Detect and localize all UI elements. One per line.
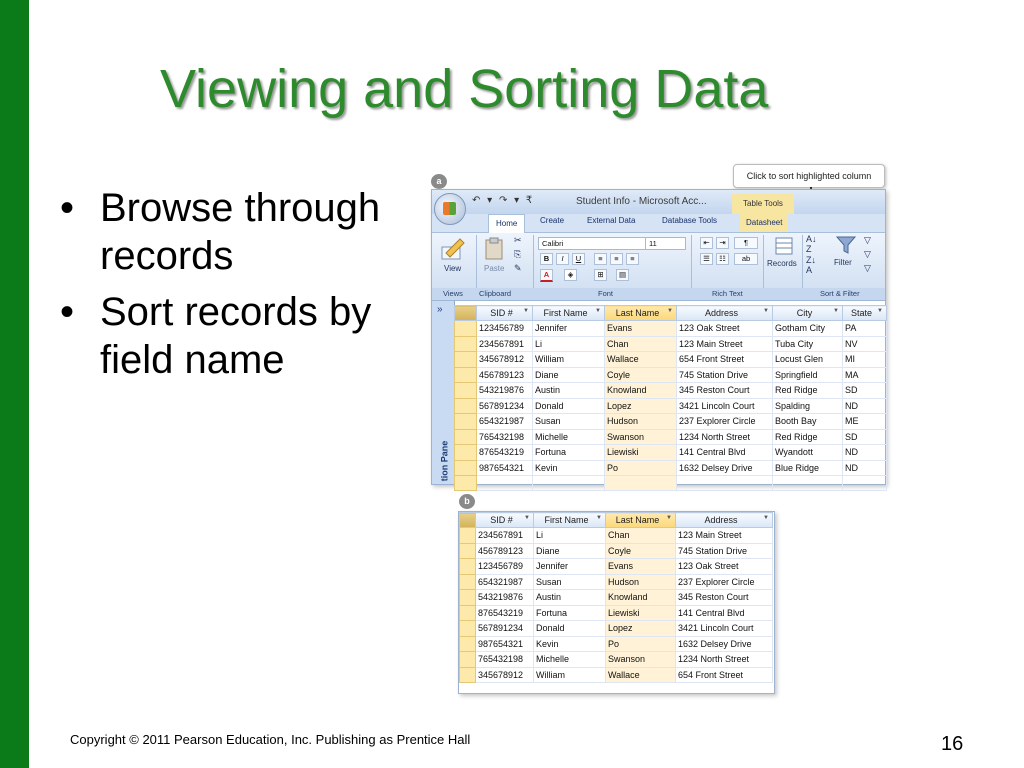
table-cell[interactable]: 345678912	[477, 352, 533, 368]
table-cell[interactable]: 745 Station Drive	[677, 367, 773, 383]
selection-filter-icon[interactable]: ▽	[864, 235, 871, 245]
table-cell[interactable]: 987654321	[477, 460, 533, 476]
tab-external-data[interactable]: External Data	[587, 216, 636, 225]
table-row[interactable]	[460, 636, 773, 652]
table-cell[interactable]: 1234 North Street	[676, 652, 773, 668]
table-row[interactable]	[455, 383, 887, 399]
table-cell[interactable]: Fortuna	[533, 445, 605, 461]
row-selector[interactable]	[455, 367, 477, 383]
ribbon-group-labels	[432, 288, 885, 301]
table-cell[interactable]: Jennifer	[533, 321, 605, 337]
table-row[interactable]	[460, 528, 773, 544]
table-cell[interactable]: 765432198	[476, 652, 534, 668]
table-cell[interactable]: 654321987	[476, 574, 534, 590]
title-bar	[432, 190, 885, 214]
office-logo-icon	[443, 202, 456, 215]
row-selector[interactable]	[460, 574, 476, 590]
copy-icon[interactable]: ⎘	[514, 249, 522, 259]
bullet-text: Sort records by field name	[100, 290, 372, 382]
table-cell[interactable]: Knowland	[606, 590, 676, 606]
table-cell[interactable]: 987654321	[476, 636, 534, 652]
row-selector[interactable]	[455, 429, 477, 445]
table-cell[interactable]: Li	[534, 528, 606, 544]
tab-home[interactable]: Home	[488, 214, 525, 233]
table-cell[interactable]: SD	[843, 383, 887, 399]
column-dropdown-icon[interactable]: ▼	[763, 308, 769, 314]
table-cell[interactable]: 123456789	[477, 321, 533, 337]
column-dropdown-icon[interactable]: ▼	[595, 308, 601, 314]
table-row[interactable]	[460, 605, 773, 621]
sort-callout: Click to sort highlighted column	[733, 164, 885, 188]
row-selector[interactable]	[460, 652, 476, 668]
table-cell[interactable]: Austin	[533, 383, 605, 399]
table-cell[interactable]: ME	[843, 414, 887, 430]
empty-cell[interactable]	[477, 476, 533, 491]
table-cell[interactable]: Michelle	[533, 429, 605, 445]
table-cell[interactable]: Evans	[606, 559, 676, 575]
green-side-bar	[0, 0, 29, 768]
row-selector[interactable]	[455, 476, 477, 491]
table-cell[interactable]: William	[534, 667, 606, 683]
row-selector[interactable]	[460, 605, 476, 621]
table-cell[interactable]: Springfield	[773, 367, 843, 383]
row-selector[interactable]	[455, 352, 477, 368]
row-selector[interactable]	[460, 559, 476, 575]
ribbon	[432, 233, 885, 288]
office-button[interactable]	[434, 193, 466, 225]
table-cell[interactable]: Liewiski	[606, 605, 676, 621]
table-cell[interactable]: ND	[843, 398, 887, 414]
table-cell[interactable]: Swanson	[606, 652, 676, 668]
table-cell[interactable]: Tuba City	[773, 336, 843, 352]
font-color-button[interactable]: A	[540, 269, 553, 282]
row-selector[interactable]	[455, 336, 477, 352]
datasheet-table-a	[454, 305, 887, 491]
table-cell[interactable]: 654 Front Street	[677, 352, 773, 368]
header-row	[455, 306, 887, 321]
column-header[interactable]	[677, 306, 773, 321]
table-cell[interactable]: 654321987	[477, 414, 533, 430]
tab-database-tools[interactable]: Database Tools	[662, 216, 717, 225]
column-header-label: First Name	[543, 308, 588, 318]
table-cell[interactable]: Diane	[533, 367, 605, 383]
empty-cell[interactable]	[773, 476, 843, 491]
table-cell[interactable]: Liewiski	[605, 445, 677, 461]
view-icon[interactable]	[440, 237, 468, 261]
table-row[interactable]	[455, 367, 887, 383]
page-number: 16	[941, 733, 964, 755]
column-header-label: Address	[705, 308, 739, 318]
table-cell[interactable]: ND	[843, 445, 887, 461]
sort-descending-icon[interactable]: Z↓ A	[806, 255, 816, 275]
paste-label[interactable]: Paste	[484, 264, 505, 273]
table-cell[interactable]: 876543219	[476, 605, 534, 621]
column-dropdown-icon[interactable]: ▼	[523, 308, 529, 314]
bullet-dot: •	[60, 290, 75, 334]
column-header-label: SID #	[490, 515, 513, 525]
format-painter-icon[interactable]: ✎	[514, 263, 522, 273]
filter-icon[interactable]	[836, 236, 856, 254]
table-row[interactable]	[455, 429, 887, 445]
table-cell[interactable]: 237 Explorer Circle	[677, 414, 773, 430]
table-cell[interactable]: Coyle	[606, 543, 676, 559]
column-dropdown-icon[interactable]: ▼	[763, 515, 769, 521]
column-dropdown-icon[interactable]: ▼	[833, 308, 839, 314]
expand-nav-icon[interactable]: »	[437, 304, 443, 315]
indent-increase-icon[interactable]: ⇥	[716, 237, 729, 249]
table-row[interactable]	[460, 559, 773, 575]
align-left-icon[interactable]: ≡	[594, 253, 607, 265]
table-cell[interactable]: Chan	[605, 336, 677, 352]
table-cell[interactable]: William	[533, 352, 605, 368]
table-cell[interactable]: Jennifer	[534, 559, 606, 575]
column-header-label: Last Name	[615, 515, 660, 525]
text-direction-icon[interactable]: ¶	[734, 237, 758, 249]
datasheet-table-b	[459, 512, 773, 683]
table-cell[interactable]: Michelle	[534, 652, 606, 668]
tab-datasheet[interactable]: Datasheet	[740, 214, 788, 232]
table-cell[interactable]: Po	[605, 460, 677, 476]
table-cell[interactable]: Susan	[534, 574, 606, 590]
gridlines-icon[interactable]: ⊞	[594, 269, 607, 281]
header-row	[460, 513, 773, 528]
sort-ascending-icon[interactable]: A↓ Z	[806, 234, 817, 254]
empty-cell[interactable]	[533, 476, 605, 491]
column-header[interactable]	[477, 306, 533, 321]
column-header[interactable]	[606, 513, 676, 528]
fill-color-icon[interactable]: ◈	[564, 269, 577, 281]
column-header-label: SID #	[490, 308, 513, 318]
bullet-text: Browse through records	[100, 186, 381, 278]
row-selector[interactable]	[460, 590, 476, 606]
table-cell[interactable]: 876543219	[477, 445, 533, 461]
table-cell[interactable]: Austin	[534, 590, 606, 606]
empty-cell[interactable]	[843, 476, 887, 491]
table-cell[interactable]: SD	[843, 429, 887, 445]
table-cell[interactable]: 543219876	[477, 383, 533, 399]
table-row[interactable]	[455, 460, 887, 476]
row-selector[interactable]	[455, 321, 477, 337]
alternate-fill-icon[interactable]: ▤	[616, 269, 629, 281]
table-cell[interactable]: Po	[606, 636, 676, 652]
table-row[interactable]	[460, 667, 773, 683]
table-cell[interactable]: Spalding	[773, 398, 843, 414]
column-header[interactable]	[533, 306, 605, 321]
table-tools-label: Table Tools	[732, 194, 794, 214]
group-label-views: Views	[443, 289, 463, 298]
table-cell[interactable]: 345678912	[476, 667, 534, 683]
row-selector[interactable]	[455, 460, 477, 476]
bullet-dot: •	[60, 186, 75, 230]
indent-decrease-icon[interactable]: ⇤	[700, 237, 713, 249]
group-label-clipboard: Clipboard	[479, 289, 512, 298]
table-cell[interactable]: Red Ridge	[773, 383, 843, 399]
row-selector[interactable]	[460, 528, 476, 544]
table-row[interactable]	[460, 621, 773, 637]
table-row[interactable]	[460, 652, 773, 668]
table-row[interactable]	[455, 352, 887, 368]
window-title: Student Info - Microsoft Acc...	[576, 196, 707, 207]
table-cell[interactable]: Susan	[533, 414, 605, 430]
numbering-icon[interactable]: ☷	[716, 253, 729, 265]
row-selector[interactable]	[460, 667, 476, 683]
group-label-rich-text: Rich Text	[712, 289, 743, 298]
table-cell[interactable]: 345 Reston Court	[677, 383, 773, 399]
table-cell[interactable]: 237 Explorer Circle	[676, 574, 773, 590]
table-row[interactable]	[455, 398, 887, 414]
column-dropdown-icon[interactable]: ▼	[877, 308, 883, 314]
figure-label-b: b	[459, 494, 475, 509]
table-cell[interactable]: 3421 Lincoln Court	[677, 398, 773, 414]
table-cell[interactable]: PA	[843, 321, 887, 337]
column-header-label: Address	[704, 515, 738, 525]
table-cell[interactable]: Chan	[606, 528, 676, 544]
empty-cell[interactable]	[677, 476, 773, 491]
table-cell[interactable]: NV	[843, 336, 887, 352]
table-cell[interactable]: 123 Oak Street	[677, 321, 773, 337]
table-cell[interactable]: Hudson	[606, 574, 676, 590]
bold-button[interactable]: B	[540, 253, 553, 265]
bullet-item	[60, 288, 390, 384]
table-cell[interactable]: 141 Central Blvd	[677, 445, 773, 461]
advanced-filter-icon[interactable]: ▽	[864, 249, 871, 259]
align-center-icon[interactable]: ≡	[610, 253, 623, 265]
column-dropdown-icon[interactable]: ▼	[596, 515, 602, 521]
table-cell[interactable]: 1632 Delsey Drive	[676, 636, 773, 652]
table-cell[interactable]: MA	[843, 367, 887, 383]
column-dropdown-icon[interactable]: ▼	[666, 515, 672, 521]
column-header-label: First Name	[544, 515, 589, 525]
table-cell[interactable]: Red Ridge	[773, 429, 843, 445]
bullets-icon[interactable]: ☰	[700, 253, 713, 265]
table-row[interactable]	[455, 336, 887, 352]
bullet-list	[60, 184, 390, 392]
copyright-footer: Copyright © 2011 Pearson Education, Inc. Publishing as Prentice Hall	[70, 732, 471, 747]
column-header[interactable]	[476, 513, 534, 528]
table-row[interactable]	[460, 590, 773, 606]
table-cell[interactable]: 3421 Lincoln Court	[676, 621, 773, 637]
column-header-label: State	[851, 308, 873, 318]
table-cell[interactable]: 543219876	[476, 590, 534, 606]
paste-icon[interactable]	[484, 237, 506, 261]
records-label[interactable]: Records	[767, 259, 797, 268]
underline-button[interactable]: U	[572, 253, 585, 265]
view-label[interactable]: View	[444, 264, 462, 273]
column-header[interactable]	[605, 306, 677, 321]
column-header[interactable]	[843, 306, 887, 321]
new-record-row[interactable]	[455, 476, 887, 491]
table-cell[interactable]: 123456789	[476, 559, 534, 575]
table-cell[interactable]: Wyandott	[773, 445, 843, 461]
table-cell[interactable]: 745 Station Drive	[676, 543, 773, 559]
group-label-sort-filter: Sort & Filter	[820, 289, 860, 298]
table-cell[interactable]: Lopez	[606, 621, 676, 637]
table-cell[interactable]: 567891234	[477, 398, 533, 414]
table-cell[interactable]: 567891234	[476, 621, 534, 637]
row-selector[interactable]	[455, 383, 477, 399]
table-cell[interactable]: Swanson	[605, 429, 677, 445]
figure-label-a: a	[431, 174, 447, 189]
records-icon[interactable]	[773, 236, 795, 256]
table-cell[interactable]: 234567891	[476, 528, 534, 544]
select-all-corner[interactable]	[460, 513, 476, 528]
table-cell[interactable]: 123 Main Street	[676, 528, 773, 544]
table-cell[interactable]: 123 Oak Street	[676, 559, 773, 575]
table-row[interactable]	[455, 445, 887, 461]
column-header[interactable]	[676, 513, 773, 528]
column-header-label: City	[796, 308, 813, 318]
table-cell[interactable]: 1632 Delsey Drive	[677, 460, 773, 476]
table-cell[interactable]: 345 Reston Court	[676, 590, 773, 606]
cut-icon[interactable]: ✂	[514, 235, 522, 245]
table-cell[interactable]: Evans	[605, 321, 677, 337]
table-cell[interactable]: Kevin	[534, 636, 606, 652]
table-row[interactable]	[455, 321, 887, 337]
table-cell[interactable]: Donald	[533, 398, 605, 414]
table-cell[interactable]: MI	[843, 352, 887, 368]
font-size-combo[interactable]: 11	[645, 237, 686, 250]
table-cell[interactable]: Wallace	[606, 667, 676, 683]
slide-title: Viewing and Sorting Data	[160, 59, 769, 119]
table-cell[interactable]: Fortuna	[534, 605, 606, 621]
table-cell[interactable]: 234567891	[477, 336, 533, 352]
bullet-item	[60, 184, 390, 280]
table-cell[interactable]: 1234 North Street	[677, 429, 773, 445]
row-selector[interactable]	[460, 636, 476, 652]
row-selector[interactable]	[455, 398, 477, 414]
align-right-icon[interactable]: ≡	[626, 253, 639, 265]
table-cell[interactable]: Booth Bay	[773, 414, 843, 430]
row-selector[interactable]	[460, 543, 476, 559]
table-cell[interactable]: 141 Central Blvd	[676, 605, 773, 621]
column-dropdown-icon[interactable]: ▼	[667, 308, 673, 314]
table-cell[interactable]: Lopez	[605, 398, 677, 414]
column-header[interactable]	[773, 306, 843, 321]
empty-cell[interactable]	[605, 476, 677, 491]
group-label-font: Font	[598, 289, 614, 298]
row-selector[interactable]	[460, 621, 476, 637]
table-cell[interactable]: Knowland	[605, 383, 677, 399]
table-cell[interactable]: Kevin	[533, 460, 605, 476]
table-cell[interactable]: Locust Glen	[773, 352, 843, 368]
table-cell[interactable]: Coyle	[605, 367, 677, 383]
row-selector[interactable]	[455, 414, 477, 430]
toggle-filter-icon[interactable]: ▽	[864, 263, 871, 273]
table-cell[interactable]: 456789123	[477, 367, 533, 383]
navigation-pane[interactable]	[432, 301, 455, 484]
select-all-corner[interactable]	[455, 306, 477, 321]
table-cell[interactable]: Gotham City	[773, 321, 843, 337]
italic-button[interactable]: I	[556, 253, 569, 265]
column-header-label: Last Name	[615, 308, 660, 318]
table-cell[interactable]: 654 Front Street	[676, 667, 773, 683]
table-cell[interactable]: ND	[843, 460, 887, 476]
table-cell[interactable]: Diane	[534, 543, 606, 559]
table-cell[interactable]: Li	[533, 336, 605, 352]
filter-label[interactable]: Filter	[834, 258, 852, 267]
table-row[interactable]	[455, 414, 887, 430]
table-row[interactable]	[460, 574, 773, 590]
table-cell[interactable]: Hudson	[605, 414, 677, 430]
font-name-combo[interactable]: Calibri	[538, 237, 647, 250]
table-cell[interactable]: 765432198	[477, 429, 533, 445]
table-cell[interactable]: Wallace	[605, 352, 677, 368]
table-cell[interactable]: Donald	[534, 621, 606, 637]
quick-access-toolbar[interactable]: ↶ ▾ ↷ ▾ ₹	[472, 195, 535, 206]
column-header[interactable]	[534, 513, 606, 528]
tab-create[interactable]: Create	[540, 216, 565, 225]
navigation-pane-label: tion Pane	[439, 440, 450, 482]
table-row[interactable]	[460, 543, 773, 559]
row-selector[interactable]	[455, 445, 477, 461]
table-cell[interactable]: 123 Main Street	[677, 336, 773, 352]
highlight-icon[interactable]: ab	[734, 253, 758, 265]
table-cell[interactable]: Blue Ridge	[773, 460, 843, 476]
table-cell[interactable]: 456789123	[476, 543, 534, 559]
column-dropdown-icon[interactable]: ▼	[524, 515, 530, 521]
